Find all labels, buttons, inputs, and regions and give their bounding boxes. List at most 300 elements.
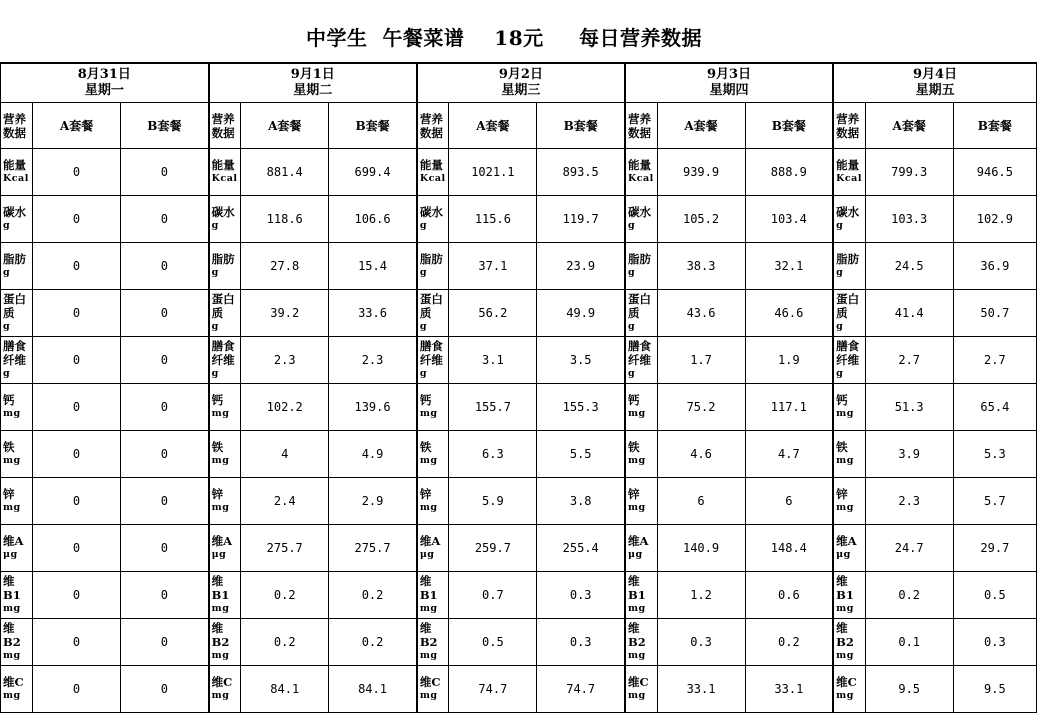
nutrient-unit: mg bbox=[836, 690, 854, 701]
nutrient-label bbox=[209, 525, 241, 572]
set-a-value: 799.3 bbox=[865, 149, 953, 196]
table-row bbox=[1, 619, 1037, 666]
nutrient-label bbox=[209, 431, 241, 478]
nutrient-name: 蛋白 bbox=[419, 292, 443, 306]
set-a-value: 37.1 bbox=[449, 243, 537, 290]
nutrient-label bbox=[625, 478, 657, 525]
nutrient-name: 膳食 bbox=[3, 339, 26, 353]
day-header-row bbox=[1, 63, 1037, 103]
nutrition-table bbox=[0, 62, 1037, 713]
day-weekday: 星期四 bbox=[709, 83, 749, 98]
day-date: 9月1日 bbox=[290, 67, 335, 82]
nutrient-name: 钙 bbox=[211, 393, 224, 407]
nutrient-name: 碳水 bbox=[211, 205, 235, 219]
nutrient-name: 膳食 bbox=[419, 339, 443, 353]
day-weekday: 星期三 bbox=[501, 83, 541, 98]
set-b-value: 0 bbox=[121, 196, 209, 243]
set-a-value: 4.6 bbox=[657, 431, 745, 478]
set-a-value: 56.2 bbox=[449, 290, 537, 337]
set-a-value: 275.7 bbox=[241, 525, 329, 572]
nutrient-unit: g bbox=[627, 368, 636, 379]
nutrient-unit: g bbox=[627, 267, 636, 278]
nutrient-name: 纤维 bbox=[419, 353, 443, 367]
set-b-value: 46.6 bbox=[745, 290, 833, 337]
nutrient-name: 锌 bbox=[3, 487, 15, 501]
set-b-value: 4.7 bbox=[745, 431, 833, 478]
page-title: 中学生 午餐菜谱 18元 bbox=[306, 26, 544, 50]
nutrient-unit: mg bbox=[627, 502, 646, 513]
table-row bbox=[1, 149, 1037, 196]
nutrient-name: 碳水 bbox=[419, 205, 443, 219]
set-a-value: 0 bbox=[33, 619, 121, 666]
nutrient-label bbox=[833, 525, 865, 572]
nutrient-label bbox=[833, 290, 865, 337]
nutrient-name: 蛋白 bbox=[836, 292, 860, 306]
nutrient-unit: g bbox=[211, 321, 219, 332]
set-a-value: 259.7 bbox=[449, 525, 537, 572]
set-a-value: 84.1 bbox=[241, 666, 329, 713]
nutrient-name: 铁 bbox=[836, 440, 848, 454]
nutrient-name: 维B2 bbox=[3, 621, 21, 649]
nutrient-unit: g bbox=[211, 368, 219, 379]
nutrient-name: 维B2 bbox=[419, 621, 438, 649]
nutrient-label bbox=[1, 431, 33, 478]
nutrient-unit: g bbox=[836, 267, 844, 278]
label-line: 数据 bbox=[211, 125, 235, 140]
set-a-value: 0 bbox=[33, 572, 121, 619]
table-row bbox=[1, 196, 1037, 243]
set-a-value: 0.1 bbox=[865, 619, 953, 666]
nutrient-name: 碳水 bbox=[3, 205, 26, 219]
nutrition-label-header bbox=[209, 103, 241, 149]
day-header bbox=[417, 63, 625, 103]
set-b-header: B套餐 bbox=[953, 103, 1036, 149]
set-a-header: A套餐 bbox=[657, 103, 745, 149]
set-a-value: 1021.1 bbox=[449, 149, 537, 196]
set-a-value: 1.2 bbox=[657, 572, 745, 619]
set-a-value: 33.1 bbox=[657, 666, 745, 713]
set-b-value: 0 bbox=[121, 525, 209, 572]
nutrient-unit: μg bbox=[419, 549, 435, 560]
set-b-value: 0 bbox=[121, 478, 209, 525]
set-a-value: 3.1 bbox=[449, 337, 537, 384]
nutrient-label bbox=[625, 290, 657, 337]
label-line: 数据 bbox=[3, 125, 26, 140]
set-a-value: 105.2 bbox=[657, 196, 745, 243]
nutrient-label bbox=[209, 243, 241, 290]
set-b-value: 6 bbox=[745, 478, 833, 525]
nutrient-label bbox=[209, 384, 241, 431]
set-a-value: 102.2 bbox=[241, 384, 329, 431]
set-a-value: 0.5 bbox=[449, 619, 537, 666]
nutrient-unit: μg bbox=[211, 549, 227, 560]
nutrient-label bbox=[625, 431, 657, 478]
label-line: 营养 bbox=[211, 111, 235, 126]
nutrient-name: 能量 bbox=[419, 158, 443, 172]
nutrient-label bbox=[209, 290, 241, 337]
nutrient-label bbox=[1, 478, 33, 525]
set-a-value: 2.3 bbox=[241, 337, 329, 384]
nutrient-name: 纤维 bbox=[627, 353, 651, 367]
nutrient-name: 铁 bbox=[627, 440, 640, 454]
nutrient-unit: mg bbox=[419, 502, 438, 513]
set-b-value: 117.1 bbox=[745, 384, 833, 431]
nutrient-label bbox=[833, 572, 865, 619]
nutrient-unit: mg bbox=[211, 690, 230, 701]
nutrient-label bbox=[209, 478, 241, 525]
set-a-value: 0 bbox=[33, 290, 121, 337]
nutrient-unit: g bbox=[627, 321, 636, 332]
nutrient-unit: g bbox=[627, 220, 636, 231]
nutrient-label bbox=[417, 525, 449, 572]
set-a-value: 51.3 bbox=[865, 384, 953, 431]
label-line: 数据 bbox=[836, 125, 860, 140]
nutrient-name: 质 bbox=[211, 306, 224, 320]
set-b-value: 139.6 bbox=[329, 384, 417, 431]
set-a-value: 9.5 bbox=[865, 666, 953, 713]
set-b-value: 0 bbox=[121, 572, 209, 619]
nutrient-name: 维B2 bbox=[836, 621, 854, 649]
nutrient-name: 锌 bbox=[419, 487, 432, 501]
nutrient-unit: mg bbox=[627, 603, 646, 614]
nutrient-unit: g bbox=[836, 220, 844, 231]
set-b-value: 5.7 bbox=[953, 478, 1036, 525]
set-b-value: 0 bbox=[121, 666, 209, 713]
set-a-value: 0 bbox=[33, 478, 121, 525]
set-b-value: 0 bbox=[121, 290, 209, 337]
nutrient-unit: mg bbox=[419, 455, 438, 466]
nutrient-name: 脂肪 bbox=[3, 252, 26, 266]
nutrition-label-header bbox=[1, 103, 33, 149]
set-a-value: 0 bbox=[33, 149, 121, 196]
table-row bbox=[1, 337, 1037, 384]
nutrient-unit: mg bbox=[211, 650, 230, 661]
nutrient-label bbox=[1, 384, 33, 431]
set-b-value: 29.7 bbox=[953, 525, 1036, 572]
nutrient-unit: g bbox=[836, 368, 844, 379]
set-a-header: A套餐 bbox=[865, 103, 953, 149]
nutrient-name: 碳水 bbox=[836, 205, 860, 219]
nutrient-unit: mg bbox=[3, 502, 21, 513]
nutrient-unit: mg bbox=[627, 455, 646, 466]
label-line: 营养 bbox=[419, 111, 443, 126]
nutrient-label bbox=[833, 243, 865, 290]
nutrient-name: 铁 bbox=[3, 440, 15, 454]
nutrient-label bbox=[417, 572, 449, 619]
nutrition-label-header bbox=[625, 103, 657, 149]
nutrient-unit: g bbox=[211, 220, 219, 231]
set-b-value: 0 bbox=[121, 619, 209, 666]
set-b-value: 0.3 bbox=[953, 619, 1036, 666]
set-a-value: 6 bbox=[657, 478, 745, 525]
nutrient-name: 铁 bbox=[419, 440, 432, 454]
set-b-value: 5.3 bbox=[953, 431, 1036, 478]
nutrient-name: 蛋白 bbox=[211, 292, 235, 306]
nutrient-label bbox=[417, 431, 449, 478]
nutrient-name: 能量 bbox=[211, 158, 235, 172]
day-date: 9月4日 bbox=[913, 67, 958, 82]
set-a-value: 5.9 bbox=[449, 478, 537, 525]
nutrient-name: 铁 bbox=[211, 440, 224, 454]
nutrient-label bbox=[625, 243, 657, 290]
nutrient-name: 锌 bbox=[627, 487, 640, 501]
set-b-value: 0.5 bbox=[953, 572, 1036, 619]
nutrient-unit: mg bbox=[419, 690, 438, 701]
set-a-value: 24.7 bbox=[865, 525, 953, 572]
day-date: 9月3日 bbox=[707, 67, 752, 82]
set-b-value: 9.5 bbox=[953, 666, 1036, 713]
set-a-value: 74.7 bbox=[449, 666, 537, 713]
label-line: 数据 bbox=[627, 125, 651, 140]
nutrient-unit: μg bbox=[836, 549, 851, 560]
set-a-value: 118.6 bbox=[241, 196, 329, 243]
set-a-value: 155.7 bbox=[449, 384, 537, 431]
set-b-value: 103.4 bbox=[745, 196, 833, 243]
set-a-value: 0 bbox=[33, 525, 121, 572]
nutrient-unit: Kcal bbox=[836, 173, 862, 184]
page-subtitle: 每日营养数据 bbox=[579, 26, 702, 50]
nutrient-label bbox=[417, 666, 449, 713]
table-row bbox=[1, 384, 1037, 431]
set-a-value: 75.2 bbox=[657, 384, 745, 431]
set-a-value: 0 bbox=[33, 384, 121, 431]
label-line: 营养 bbox=[627, 111, 651, 126]
set-a-header: A套餐 bbox=[33, 103, 121, 149]
set-b-value: 0 bbox=[121, 384, 209, 431]
nutrient-name: 膳食 bbox=[627, 339, 651, 353]
set-a-value: 0 bbox=[33, 431, 121, 478]
set-a-value: 115.6 bbox=[449, 196, 537, 243]
nutrient-name: 质 bbox=[3, 306, 15, 320]
set-b-value: 1.9 bbox=[745, 337, 833, 384]
nutrient-label bbox=[209, 149, 241, 196]
nutrient-label bbox=[1, 572, 33, 619]
nutrition-label-header bbox=[417, 103, 449, 149]
set-b-value: 0.3 bbox=[537, 572, 625, 619]
nutrient-unit: g bbox=[211, 267, 219, 278]
table-row bbox=[1, 478, 1037, 525]
nutrient-label bbox=[1, 525, 33, 572]
nutrient-label bbox=[625, 337, 657, 384]
nutrient-name: 维A bbox=[211, 534, 233, 548]
set-a-value: 27.8 bbox=[241, 243, 329, 290]
nutrient-name: 锌 bbox=[211, 487, 224, 501]
nutrient-label bbox=[1, 666, 33, 713]
nutrient-label bbox=[209, 666, 241, 713]
nutrient-name: 钙 bbox=[836, 393, 848, 407]
set-a-value: 0 bbox=[33, 666, 121, 713]
nutrient-name: 维B1 bbox=[836, 574, 854, 602]
set-b-header: B套餐 bbox=[745, 103, 833, 149]
set-b-value: 0 bbox=[121, 243, 209, 290]
set-b-value: 155.3 bbox=[537, 384, 625, 431]
nutrient-label bbox=[417, 384, 449, 431]
nutrient-unit: mg bbox=[211, 455, 230, 466]
nutrient-label bbox=[209, 196, 241, 243]
column-header-row bbox=[1, 103, 1037, 149]
set-b-value: 275.7 bbox=[329, 525, 417, 572]
nutrient-name: 锌 bbox=[836, 487, 848, 501]
set-a-value: 2.3 bbox=[865, 478, 953, 525]
day-header bbox=[209, 63, 417, 103]
set-b-value: 102.9 bbox=[953, 196, 1036, 243]
nutrient-unit: mg bbox=[627, 650, 646, 661]
nutrient-unit: mg bbox=[627, 690, 646, 701]
set-b-value: 699.4 bbox=[329, 149, 417, 196]
set-b-value: 33.1 bbox=[745, 666, 833, 713]
set-a-value: 0 bbox=[33, 243, 121, 290]
set-a-value: 881.4 bbox=[241, 149, 329, 196]
set-b-header: B套餐 bbox=[121, 103, 209, 149]
nutrient-unit: mg bbox=[3, 455, 21, 466]
set-b-value: 3.5 bbox=[537, 337, 625, 384]
nutrient-name: 脂肪 bbox=[419, 252, 443, 266]
nutrient-name: 维A bbox=[836, 534, 857, 548]
nutrient-label bbox=[1, 149, 33, 196]
nutrient-unit: mg bbox=[3, 690, 21, 701]
nutrient-name: 脂肪 bbox=[627, 252, 651, 266]
set-b-value: 49.9 bbox=[537, 290, 625, 337]
set-a-value: 0 bbox=[33, 337, 121, 384]
set-b-value: 148.4 bbox=[745, 525, 833, 572]
set-b-value: 33.6 bbox=[329, 290, 417, 337]
set-b-value: 2.3 bbox=[329, 337, 417, 384]
nutrient-label bbox=[833, 149, 865, 196]
nutrient-label bbox=[417, 290, 449, 337]
nutrient-unit: mg bbox=[419, 408, 438, 419]
nutrient-unit: g bbox=[419, 368, 427, 379]
set-b-value: 32.1 bbox=[745, 243, 833, 290]
nutrient-name: 维B2 bbox=[627, 621, 646, 649]
set-b-value: 84.1 bbox=[329, 666, 417, 713]
nutrient-unit: g bbox=[3, 368, 11, 379]
set-b-value: 0.2 bbox=[745, 619, 833, 666]
nutrient-label bbox=[1, 196, 33, 243]
nutrient-name: 能量 bbox=[627, 158, 651, 172]
nutrient-name: 质 bbox=[419, 306, 432, 320]
set-a-value: 939.9 bbox=[657, 149, 745, 196]
set-b-value: 2.9 bbox=[329, 478, 417, 525]
nutrient-name: 能量 bbox=[3, 158, 26, 172]
nutrient-label bbox=[1, 290, 33, 337]
set-b-value: 65.4 bbox=[953, 384, 1036, 431]
nutrient-unit: Kcal bbox=[211, 173, 238, 184]
nutrient-unit: mg bbox=[211, 408, 230, 419]
nutrient-name: 质 bbox=[627, 306, 640, 320]
day-header bbox=[1, 63, 209, 103]
nutrient-unit: g bbox=[419, 220, 427, 231]
nutrient-name: 钙 bbox=[627, 393, 640, 407]
nutrient-unit: g bbox=[3, 321, 11, 332]
nutrient-label bbox=[833, 384, 865, 431]
nutrient-unit: mg bbox=[3, 603, 21, 614]
nutrient-unit: mg bbox=[419, 650, 438, 661]
nutrient-name: 维B2 bbox=[211, 621, 230, 649]
day-date: 8月31日 bbox=[77, 67, 131, 82]
set-b-header: B套餐 bbox=[329, 103, 417, 149]
nutrient-unit: μg bbox=[627, 549, 643, 560]
set-b-value: 2.7 bbox=[953, 337, 1036, 384]
set-a-value: 2.7 bbox=[865, 337, 953, 384]
set-b-value: 0.6 bbox=[745, 572, 833, 619]
nutrient-label bbox=[833, 666, 865, 713]
nutrient-unit: μg bbox=[3, 549, 18, 560]
set-b-value: 74.7 bbox=[537, 666, 625, 713]
nutrient-name: 维A bbox=[419, 534, 441, 548]
day-weekday: 星期一 bbox=[84, 83, 124, 98]
set-a-value: 0 bbox=[33, 196, 121, 243]
set-b-value: 15.4 bbox=[329, 243, 417, 290]
nutrient-name: 维B1 bbox=[211, 574, 230, 602]
set-a-value: 39.2 bbox=[241, 290, 329, 337]
day-header bbox=[625, 63, 833, 103]
table-row bbox=[1, 666, 1037, 713]
set-b-value: 0 bbox=[121, 431, 209, 478]
label-line: 数据 bbox=[419, 125, 443, 140]
table-row bbox=[1, 290, 1037, 337]
set-b-value: 255.4 bbox=[537, 525, 625, 572]
nutrient-name: 纤维 bbox=[211, 353, 235, 367]
set-b-value: 0 bbox=[121, 337, 209, 384]
set-a-value: 140.9 bbox=[657, 525, 745, 572]
nutrient-unit: g bbox=[419, 321, 427, 332]
nutrient-label bbox=[625, 196, 657, 243]
nutrient-label bbox=[625, 619, 657, 666]
nutrient-unit: Kcal bbox=[3, 173, 29, 184]
set-b-value: 946.5 bbox=[953, 149, 1036, 196]
nutrient-name: 维C bbox=[211, 675, 233, 689]
nutrient-name: 钙 bbox=[419, 393, 432, 407]
set-a-value: 0.2 bbox=[865, 572, 953, 619]
nutrient-name: 维C bbox=[3, 675, 24, 689]
nutrient-unit: mg bbox=[836, 502, 854, 513]
set-a-value: 1.7 bbox=[657, 337, 745, 384]
set-b-value: 0 bbox=[121, 149, 209, 196]
day-weekday: 星期二 bbox=[293, 83, 333, 98]
nutrient-unit: g bbox=[3, 220, 11, 231]
nutrient-name: 维A bbox=[3, 534, 24, 548]
nutrient-name: 钙 bbox=[3, 393, 15, 407]
table-row bbox=[1, 243, 1037, 290]
nutrient-label bbox=[209, 619, 241, 666]
set-a-value: 6.3 bbox=[449, 431, 537, 478]
nutrient-label bbox=[417, 196, 449, 243]
nutrient-label bbox=[625, 666, 657, 713]
nutrient-name: 纤维 bbox=[836, 353, 860, 367]
set-b-value: 36.9 bbox=[953, 243, 1036, 290]
set-b-value: 3.8 bbox=[537, 478, 625, 525]
set-b-value: 23.9 bbox=[537, 243, 625, 290]
nutrient-label bbox=[417, 337, 449, 384]
nutrient-name: 质 bbox=[836, 306, 848, 320]
day-header bbox=[833, 63, 1036, 103]
nutrient-name: 维B1 bbox=[3, 574, 21, 602]
nutrient-unit: Kcal bbox=[419, 173, 446, 184]
set-b-value: 0.2 bbox=[329, 619, 417, 666]
set-a-value: 0.2 bbox=[241, 572, 329, 619]
nutrient-unit: g bbox=[3, 267, 11, 278]
nutrient-label bbox=[1, 337, 33, 384]
table-row bbox=[1, 431, 1037, 478]
nutrient-unit: mg bbox=[211, 502, 230, 513]
set-b-value: 119.7 bbox=[537, 196, 625, 243]
nutrient-name: 膳食 bbox=[211, 339, 235, 353]
table-row bbox=[1, 572, 1037, 619]
nutrient-unit: mg bbox=[836, 650, 854, 661]
nutrient-label bbox=[1, 619, 33, 666]
nutrient-name: 维C bbox=[836, 675, 857, 689]
set-b-value: 106.6 bbox=[329, 196, 417, 243]
